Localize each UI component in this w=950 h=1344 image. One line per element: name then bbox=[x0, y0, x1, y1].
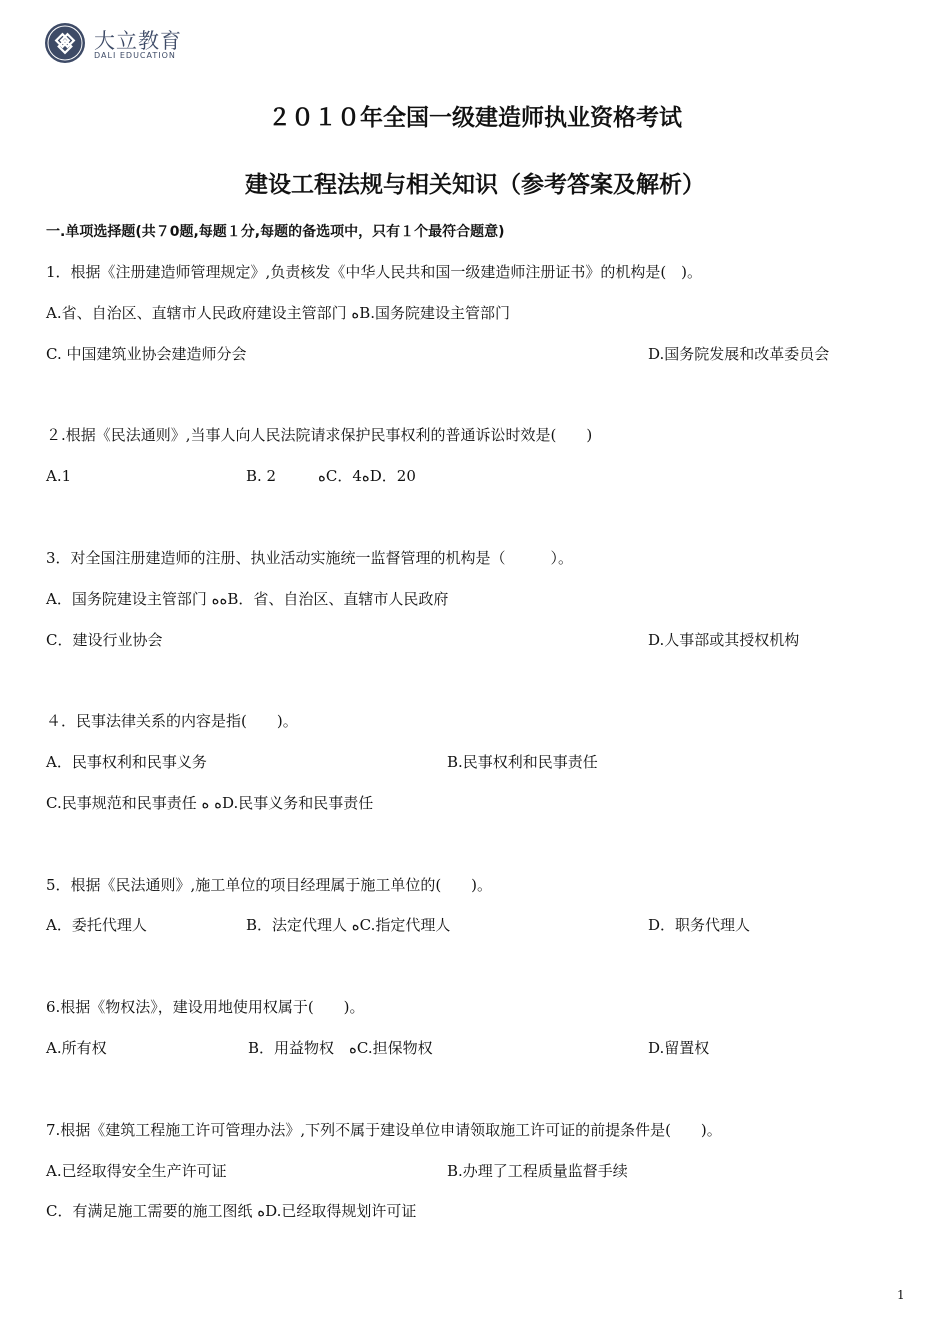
logo-subtitle: DALI EDUCATION bbox=[94, 51, 176, 60]
question-2-stem: ２.根据《民法通则》,当事人向人民法院请求保护民事权利的普通诉讼时效是( ) bbox=[46, 426, 593, 444]
question-5-options-bc: B．法定代理人 ﻩC.指定代理人 bbox=[246, 916, 451, 934]
question-3-stem: 3．对全国注册建造师的注册、执业活动实施统一监督管理的机构是（ ）。 bbox=[46, 549, 574, 567]
question-4-option-b: B.民事权利和民事责任 bbox=[447, 753, 598, 771]
page-number: 1 bbox=[897, 1288, 905, 1302]
question-2-options-cd: ﻩC．4ﻩD．20 bbox=[318, 467, 416, 485]
question-7-stem: 7.根据《建筑工程施工许可管理办法》,下列不属于建设单位申请领取施工许可证的前提条件是( )。 bbox=[46, 1121, 722, 1139]
brand-logo bbox=[44, 22, 194, 64]
question-3-option-d: D.人事部或其授权机构 bbox=[648, 631, 800, 649]
question-1-stem: 1．根据《注册建造师管理规定》,负责核发《中华人民共和国一级建造师注册证书》的机构是( )。 bbox=[46, 263, 703, 281]
question-3-options-ab: A．国务院建设主管部门 ﻩﻩB．省、自治区、直辖市人民政府 bbox=[46, 590, 449, 608]
question-5-option-a: A．委托代理人 bbox=[46, 916, 147, 934]
question-6-option-a: A.所有权 bbox=[46, 1039, 107, 1057]
page-title: ２０１０年全国一级建造师执业资格考试 bbox=[268, 105, 682, 131]
question-6-stem: 6.根据《物权法》，建设用地使用权属于( )。 bbox=[46, 998, 365, 1016]
question-4-stem: ４．民事法律关系的内容是指( )。 bbox=[46, 712, 298, 730]
question-4-option-a: A．民事权利和民事义务 bbox=[46, 753, 207, 771]
page-subtitle: 建设工程法规与相关知识（参考答案及解析） bbox=[245, 172, 705, 198]
question-5-stem: 5．根据《民法通则》,施工单位的项目经理属于施工单位的( )。 bbox=[46, 876, 493, 894]
question-2-option-b: B. 2 bbox=[246, 467, 277, 485]
question-6-option-d: D.留置权 bbox=[648, 1039, 710, 1057]
question-1-option-d: D.国务院发展和改革委员会 bbox=[648, 345, 830, 363]
question-5-option-d: D．职务代理人 bbox=[648, 916, 751, 934]
question-6-options-bc: B．用益物权 ﻩC.担保物权 bbox=[248, 1039, 433, 1057]
question-1-options-ab: A.省、自治区、直辖市人民政府建设主管部门 ﻩB.国务院建设主管部门 bbox=[46, 304, 511, 322]
question-7-option-b: B.办理了工程质量监督手续 bbox=[447, 1162, 628, 1180]
question-3-option-c: C．建设行业协会 bbox=[46, 631, 163, 649]
question-1-option-c: C. 中国建筑业协会建造师分会 bbox=[46, 345, 247, 363]
question-2-option-a: A.1 bbox=[46, 467, 72, 485]
dali-logo-icon bbox=[44, 22, 86, 64]
logo-name: 大立教育 bbox=[94, 29, 182, 53]
question-4-options-cd: C.民事规范和民事责任 ﻩ ﻩD.民事义务和民事责任 bbox=[46, 794, 374, 812]
section-heading: 一.单项选择题(共７0题,每题１分,每题的备选项中，只有１个最符合题意) bbox=[46, 224, 505, 240]
question-7-options-cd: C．有满足施工需要的施工图纸 ﻩD.已经取得规划许可证 bbox=[46, 1202, 417, 1220]
question-7-option-a: A.已经取得安全生产许可证 bbox=[46, 1162, 227, 1180]
